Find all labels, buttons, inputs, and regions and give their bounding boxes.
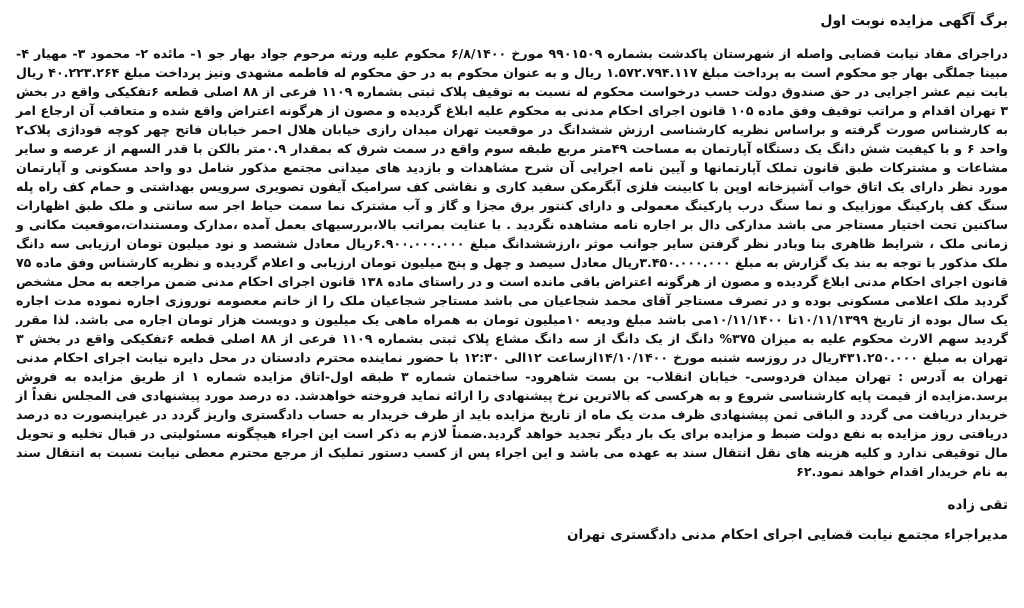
notice-title: برگ آگهی مزایده نوبت اول [820, 13, 1008, 29]
signer-name: تقی زاده [947, 497, 1008, 513]
issuing-office: مدیراجراء مجتمع نیابت قضایی اجرای احکام مدنی دادگستری تهران [566, 527, 1008, 543]
notice-body: دراجرای مفاد نیابت قضایی واصله از شهرستان پاکدشت بشماره ۹۹۰۱۵۰۹ مورخ ۶/۸/۱۴۰۰ محکوم علیه ورثه مرحوم جواد بهار جو ۱- مائده ۲- محمود ۳- مهیار ۴- مبینا جملگی بهار جو محکوم است به پرداخت مبلغ ۱.۵۷۲.۷۹۴.۱۱۷ ریال و به عنوان محکوم به در حق محکوم له فاطمه مشهدی ونیز پرداخت مبلغ ۴۰.۲۲۳.۲۶۴ ریال بابت نیم عشر اجرایی در حق صندوق دولت حسب درخواست محکوم له نسبت به توقیف پلاک ثبتی بشماره ۱۱۰۹ فرعی از ۸۸ اصلی قطعه ۶تفکیکی واقع در بخش ۳ تهران اقدام و مراتب توقیف وفق ماده ۱۰۵ قانون اجرای احکام مدنی به محکوم علیه ابلاغ گردیده و مصون از هرگونه اعتراض واقع شده و متعاقب آن ارجاع امر به کارشناس صورت گرفته و براساس نظریه کارشناسی ارزش ششدانگ در موقعیت تهران میدان رازی خیابان هلال احمر خیابان فاتح چهر کوچه فوداژی پلاک۲ واحد ۶ و با کیفیت شش دانگ یک دستگاه آپارتمان به مساحت ۴۹متر مربع طبقه سوم واقع در سمت شرق که بمقدار ۰.۹متر بالکن با قدر السهم از عرصه و سایر مشاعات و مشترکات طبق قانون تملک آپارتمانها و آیین نامه اجرایی آن شرح مشاهدات و بازدید های میدانی مجتمع مذکور شامل دو واحد مسکونی و آپارتمان مورد نظر دارای یک اتاق خواب آشپزخانه اوپن با کابینت فلزی آبگرمکن سفید کاری و نقاشی کف سرامیک آیفون تصویری سرویس بهداشتی و حمام کف راه پله سنگ کف پارکینگ موزاییک و نما سنگ درب پارکینگ معمولی و دارای کنتور برق مجزا و گاز و آب مشترک نما سمت حیاط اجر سه سانتی و ملک طبق اظهارات ساکنین تحت اختیار مستاجر می باشد مدارکی دال بر اجاره نامه مشاهده نگردید . با عنایت بمراتب بالا،بررسیهای بعمل آمده ،مدارک ومستندات،موقعیت مکانی و زمانی ملک ، شرایط ظاهری بنا وبادر نظر گرفتن سایر جوانب موثر ،ارزششدانگ مبلغ ۶.۹۰۰.۰۰۰.۰۰۰ریال معادل ششصد و نود میلیون تومان ارزیابی سه دانگ ملک مذکور با توجه به بند یک گزارش به مبلغ ۳.۴۵۰.۰۰۰.۰۰۰ریال معادل سیصد و چهل و پنج میلیون تومان ارزیابی و اعلام گردیده و نظریه کارشناس وفق ماده ۷۵ قانون اجرای احکام مدنی ابلاغ گردیده و مصون از هرگونه اعتراض باقی مانده است و در راستای ماده ۱۳۸ قانون اجرای احکام مدنی ضمن مراجعه به محل مشخص گردید ملک اعلامی مسکونی بوده و در تصرف مستاجر آقای محمد شجاعیان می باشد مستاجر شجاعیان ملک را از خانم معصومه نوروزی اجاره نموده مدت اجاره یک سال بوده از تاریخ ۱۰/۱۱/۱۳۹۹تا ۱۰/۱۱/۱۴۰۰می باشد مبلغ ودیعه ۱۰میلیون تومان به همراه ماهی یک میلیون و دویست هزار تومان اجاره می باشد. لذا مقرر گردید سهم الارث محکوم علیه به میزان ۳۷۵% دانگ از یک دانگ از سه دانگ مشاع پلاک ثبتی بشماره ۱۱۰۹ فرعی از ۸۸ اصلی قطعه ۶تفکیکی واقع در بخش ۳ تهران به مبلغ ۴۳۱.۲۵۰.۰۰۰ریال در روزسه شنبه مورخ ۱۴/۱۰/۱۴۰۰ازساعت ۱۲الی ۱۲:۳۰ با حضور نماینده محترم دادستان در محل دایره نیابت اجرای احکام مدنی تهران به آدرس : تهران میدان فردوسی- خیابان انقلاب- بن بست شاهرود- ساختمان شماره ۳ طبقه اول-اتاق مزایده شماره ۱ از طریق مزایده به فروش برسد.مزایده از قیمت پایه کارشناسی شروع و به هرکسی که بالاترین نرخ پیشنهادی را ارائه نماید فروخته خواهدشد. ده درصد مورد پیشنهادی فی المجلس نقداً از خریدار دریافت می گردد و الباقی ثمن پیشنهادی ظرف مدت یک ماه از تاریخ مزایده باید از طرف خریدار به حساب دادگستری واریز گردد در غیراینصورت ده درصد دریافتی روز مزایده به نفع دولت ضبط و مزایده برای یک بار دیگر تجدید خواهد گردید.ضمناً لازم به ذکر است این اجراء هیچگونه مسئولیتی در قبال تخلیه و تحویل مال توقیفی ندارد و کلیه هزینه های نقل انتقال سند به عهده می باشد و این اجراء پس از کسب دستور تملیک از مرجع محترم معطی نیابت نسبت به انتقال سند به نام خریدار اقدام خواهد نمود.۶۲ [16, 46, 1009, 479]
